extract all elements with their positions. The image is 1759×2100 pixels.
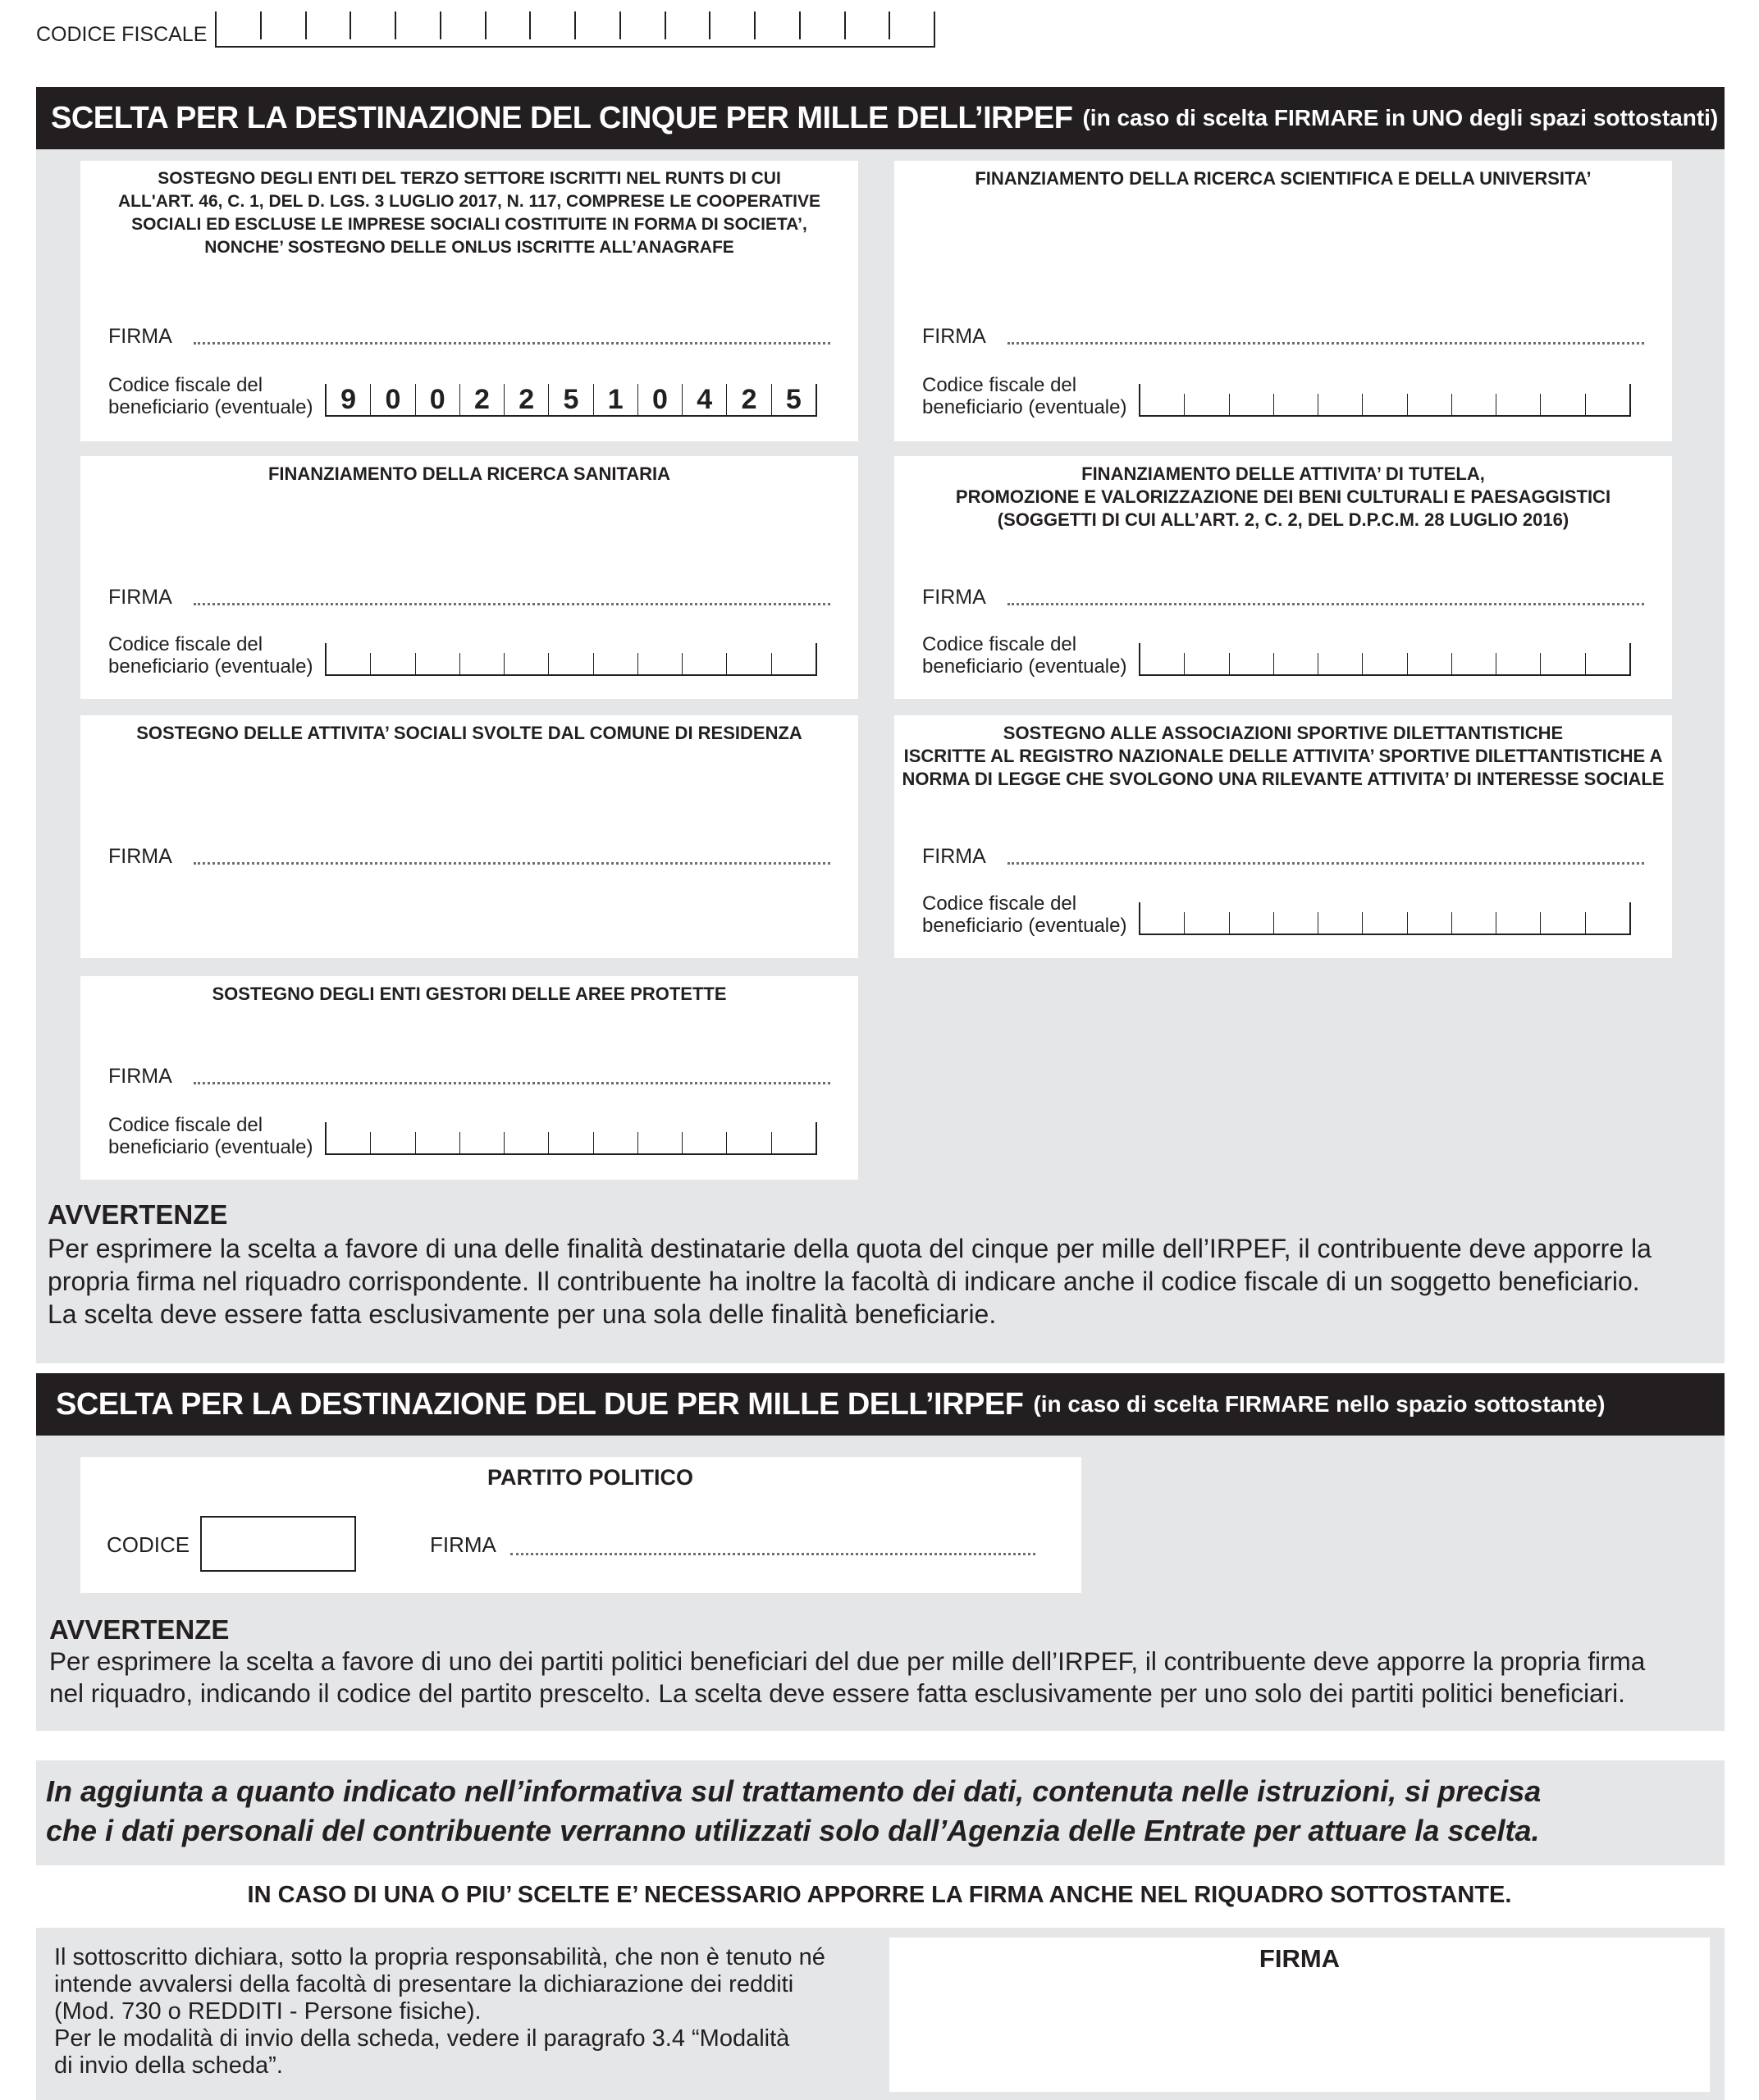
due-per-mille-subtitle: (in caso di scelta FIRMARE nello spazio sottostante) xyxy=(1033,1391,1606,1417)
cf-beneficiario-field[interactable] xyxy=(1139,384,1631,417)
box-aree-protette xyxy=(80,976,858,1180)
firma-signature-line[interactable] xyxy=(194,341,830,345)
cinque-per-mille-title: SCELTA PER LA DESTINAZIONE DEL CINQUE PER MILLE DELL’IRPEF xyxy=(51,100,1073,135)
cf-beneficiario-label: Codice fiscale del beneficiario (eventuale) xyxy=(922,374,1127,418)
box-title: SOSTEGNO ALLE ASSOCIAZIONI SPORTIVE DILETTANTISTICHE ISCRITTE AL REGISTRO NAZIONALE DELLE ATTIVITA’ SPORTIVE DILETTANTISTICHE A NORMA DI LEGGE CHE SVOLGONO UNA RILEVANTE ATTIVITA’ DI INTERESSE SOCIALE xyxy=(902,723,1665,789)
firma-finale-label: FIRMA xyxy=(1259,1944,1341,1973)
box-ricerca-scientifica xyxy=(894,161,1672,441)
due-per-mille-header xyxy=(36,1373,1725,1436)
box-title: SOSTEGNO DEGLI ENTI DEL TERZO SETTORE ISCRITTI NEL RUNTS DI CUI ALL'ART. 46, C. 1, DEL D. LGS. 3 LUGLIO 2017, N. 117, COMPRESE LE COOPERATIVE SOCIALI ED ESCLUSE LE IMPRESE SOCIALI COSTITUITE IN FORMA DI SOCIETA’, NONCHE’ SOSTEGNO DELLE ONLUS ISCRITTE ALL’ANAGRAFE xyxy=(117,169,821,257)
firma-signature-line[interactable] xyxy=(194,602,830,605)
avvertenze-text: Per esprimere la scelta a favore di una delle finalità destinatarie della quota del cinque per mille dell’IRPEF, il contribuente deve apporre la propria firma nel riquadro corrispondente. Il contribuente ha inoltre la facoltà di indicare anche il codice fiscale di un soggetto beneficiario. La scelta deve essere fatta esclusivamente per una sola delle finalità beneficiarie. xyxy=(48,1234,1652,1329)
firma-signature-line[interactable] xyxy=(194,861,830,865)
firma-label: FIRMA xyxy=(430,1532,496,1557)
avvertenze-text: Per esprimere la scelta a favore di uno dei partiti politici beneficiari del due per mille dell’IRPEF, il contribuente deve apporre la propria firma nel riquadro, indicando il codice del partito prescelto. La scelta deve essere fatta esclusivamente per uno solo dei partiti politici beneficiari. xyxy=(49,1646,1646,1708)
avvertenze-title: AVVERTENZE xyxy=(48,1199,228,1230)
cf-beneficiario-label: Codice fiscale del beneficiario (eventuale) xyxy=(108,374,313,418)
firma-signature-line[interactable] xyxy=(1007,341,1644,345)
firma-finale-box[interactable] xyxy=(889,1938,1710,2092)
box-title: FINANZIAMENTO DELLE ATTIVITA’ DI TUTELA, PROMOZIONE E VALORIZZAZIONE DEI BENI CULTURALI E PAESAGGISTICI (SOGGETTI DI CUI ALL’ART. 2, C. 2, DEL D.P.C.M. 28 LUGLIO 2016) xyxy=(955,463,1611,530)
cf-beneficiario-label: Codice fiscale del beneficiario (eventuale) xyxy=(108,1114,313,1158)
firma-label: FIRMA xyxy=(922,325,986,348)
cf-beneficiario-label: Codice fiscale del beneficiario (eventuale) xyxy=(922,892,1127,937)
cf-beneficiario-field[interactable] xyxy=(1139,643,1631,676)
privacy-note: In aggiunta a quanto indicato nell’informativa sul trattamento dei dati, contenuta nelle istruzioni, si precisa che i dati personali del contribuente verranno utilizzati solo dall’Agenzia delle Entrate per attuare la scelta. xyxy=(46,1774,1542,1847)
firma-label: FIRMA xyxy=(108,845,172,868)
box-associazioni-sportive xyxy=(894,715,1672,958)
firma-signature-line[interactable] xyxy=(194,1081,830,1084)
firma-notice: IN CASO DI UNA O PIU’ SCELTE E’ NECESSARIO APPORRE LA FIRMA ANCHE NEL RIQUADRO SOTTOSTANTE. xyxy=(247,1882,1512,1908)
box-comune-residenza xyxy=(80,715,858,958)
codice-label: CODICE xyxy=(107,1532,190,1557)
declaration-text: Il sottoscritto dichiara, sotto la propria responsabilità, che non è tenuto né intende avvalersi della facoltà di presentare la dichiarazione dei redditi (Mod. 730 o REDDITI - Persone fisiche). Per le modalità di invio della scheda, vedere il paragrafo 3.4 “Modalità di invio della scheda”. xyxy=(54,1944,825,2079)
firma-signature-line[interactable] xyxy=(1007,861,1644,865)
box-beni-culturali xyxy=(894,456,1672,699)
box-title: FINANZIAMENTO DELLA RICERCA SANITARIA xyxy=(267,463,671,484)
firma-label: FIRMA xyxy=(922,586,986,609)
box-title: SOSTEGNO DELLE ATTIVITA’ SOCIALI SVOLTE DAL COMUNE DI RESIDENZA xyxy=(136,723,802,743)
cf-beneficiario-field[interactable] xyxy=(1139,902,1631,935)
box-terzo-settore xyxy=(80,161,858,441)
firma-signature-line[interactable] xyxy=(510,1552,1035,1555)
cinque-per-mille-header xyxy=(36,87,1725,149)
avvertenze-title: AVVERTENZE xyxy=(49,1614,230,1645)
firma-label: FIRMA xyxy=(108,325,172,348)
firma-signature-line[interactable] xyxy=(1007,602,1644,605)
codice-fiscale-field[interactable] xyxy=(215,11,935,48)
firma-label: FIRMA xyxy=(108,586,172,609)
cf-beneficiario-field[interactable] xyxy=(325,1122,817,1155)
box-title: FINANZIAMENTO DELLA RICERCA SCIENTIFICA E DELLA UNIVERSITA’ xyxy=(975,168,1592,189)
codice-fiscale-label: CODICE FISCALE xyxy=(36,23,208,46)
cf-beneficiario-label: Codice fiscale del beneficiario (eventuale) xyxy=(922,633,1127,678)
firma-label: FIRMA xyxy=(922,845,986,868)
cf-beneficiario-label: Codice fiscale del beneficiario (eventuale) xyxy=(108,633,313,678)
codice-partito-input[interactable] xyxy=(200,1516,356,1572)
box-partito-politico xyxy=(80,1457,1081,1593)
box-title: SOSTEGNO DEGLI ENTI GESTORI DELLE AREE PROTETTE xyxy=(212,984,727,1004)
due-per-mille-title: SCELTA PER LA DESTINAZIONE DEL DUE PER MILLE DELL’IRPEF xyxy=(56,1386,1024,1422)
partito-politico-title: PARTITO POLITICO xyxy=(487,1465,694,1490)
firma-label: FIRMA xyxy=(108,1065,172,1088)
box-ricerca-sanitaria xyxy=(80,456,858,699)
cf-beneficiario-field[interactable]: 9 0 0 2 2 5 1 0 4 2 5 xyxy=(325,384,817,417)
cf-beneficiario-field[interactable] xyxy=(325,643,817,676)
cinque-per-mille-subtitle: (in caso di scelta FIRMARE in UNO degli spazi sottostanti) xyxy=(1082,105,1719,130)
